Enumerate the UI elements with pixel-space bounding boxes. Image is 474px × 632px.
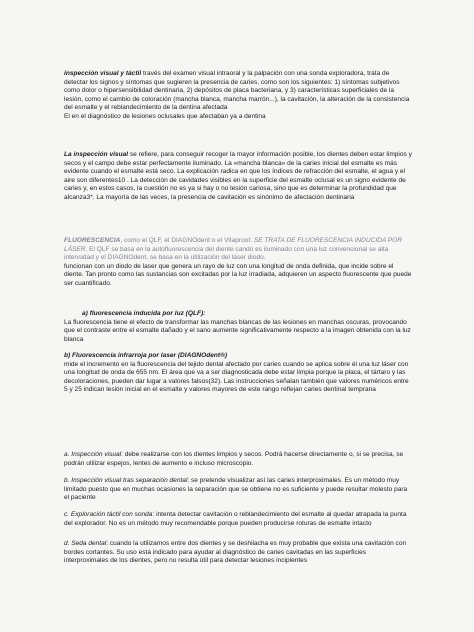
qlf-text: La fluorescencia tiene el efecto de transformar las manchas blancas de las lesiones en manchas oscuras, provocando que el contraste entre el esmalte dañado y el sano aumente significativamente respecto a la imagen obtenida con la luz blanca bbox=[64, 318, 411, 343]
list-item-separation bbox=[64, 477, 412, 503]
list-term: a. Inspección visual bbox=[64, 451, 122, 458]
qlf-heading: a) fluorescencia inducida por luz (QLF): bbox=[82, 310, 206, 317]
section-qlf bbox=[64, 310, 412, 344]
fluorescence-laser-text: funcionan con un diodo de laser que genera un rayo de luz con una longitud de onda definida, que incide sobre el diente. Tan pronto como las sustancias son excitadas por la luz irradiada, adquieren un aspecto fluorescente que puede ser cuantificado. bbox=[64, 262, 412, 287]
list-term: d. Seda dental bbox=[64, 540, 107, 547]
paragraph-visual-tactile-text: través del examen visual intraoral y la palpación con una sonda exploradora, trata de detectar los signos y síntomas que sugieren la presencia de caries, como son los siguientes: 1) síntomas subjetivos como dolor o hipersensibilidad dentinaria, 2) depósitos de placa bacteriana, y 3) características superficiales de la lesión, como el cambio de coloración (mancha blanca, mancha marrón...), la cavitación, la alteración de la consistencia del esmalte y el reblandecimiento de la dentina afectada bbox=[64, 70, 410, 111]
diagnodent-text: mide el incremento en la fluorescencia del tejido dental afectado por caries cuando se aplica sobre él una luz láser con una longitud de onda de 655 nm. El área que va a ser diagnosticada debe estar limpia porque la placa, el tártaro y las decoloraciones, pueden dar lugar a valores falsos(32). Las instrucciones señalan también que valores numéricos entre 5 y 25 indican lesión inicial en el esmalte y valores mayores de este rango reflejan caries dentinal temprana bbox=[64, 360, 409, 393]
term-visual-inspection: La inspección visual bbox=[64, 151, 129, 158]
term-fluorescence: FLUORESCENCIA bbox=[64, 237, 121, 244]
fluorescence-description: . El QLF se basa en la autofluorescencia del diente cando es iluminado con una luz convencional se alta intensidad y el DIAGNOdent, se basa en la utilización del láser diodo. bbox=[64, 245, 389, 261]
list-text: : debe realizarse con los dientes limpios y secos. Podrá hacerse directamente o, si se precisa, se podrán utilizar espejos, lentes de aumento e incluso microscopio. bbox=[64, 451, 404, 467]
list-text: : cuando la utilizamos entre dos dientes y se deshilacha es muy probable que exista una cavitación con bordes cortantes. Su uso está indicado para ayudar al diagnóstico de caries cavitadas en las superficies interproximales de los dientes, pero no resulta útil para detectar lesiones incipientes bbox=[64, 540, 407, 564]
fluorescence-laser-heading: SE TRATA DE FLUORESCENCIA INDUCIDA POR LÁSER bbox=[64, 237, 402, 253]
list-term: b. Inspección visual tras separación dental bbox=[64, 477, 188, 484]
list-item-visual-inspection bbox=[64, 451, 412, 468]
section-diagnodent bbox=[64, 352, 412, 395]
paragraph-visual-inspection bbox=[64, 151, 412, 202]
term-visual-tactile: inspección visual y táctil bbox=[64, 70, 142, 77]
fluorescence-devices: , como el QLF, el DIAGNOdent o el Vitaproof. bbox=[120, 237, 254, 244]
paragraph-visual-tactile bbox=[64, 70, 412, 121]
paragraph-visual-inspection-text: se refiere, para conseguir recoger la mayor información posible, los dientes deben estar limpios y secos y el campo debe estar perfectamente iluminado. La «mancha blanca» de la caries inicial del esmalte es más evidente cuando el esmalte está seco. La explicación radica en que los índices de refracción del esmalte, el agua y el aire son diferentes10 . La detección de cavidades visibles en la superficie del esmalte oclusal es un signo evidente de caries y, en estos casos, la cuestión no es ya si hay o no lesión cariosa, sino que es determinar la profundidad que alcanza3*. La mayoría de las veces, la presencia de cavitación es sinónimo de afectación dentinaria bbox=[64, 151, 412, 201]
paragraph-fluorescence bbox=[64, 237, 412, 288]
list-item-probe bbox=[64, 511, 412, 528]
list-item-floss bbox=[64, 540, 412, 566]
paragraph-occlusal-line: El en el diagnóstico de lesiones oclusales que afectaban ya a dentina bbox=[64, 112, 266, 120]
list-term: c. Exploración táctil con sonda bbox=[64, 511, 153, 518]
list-text: : intenta detectar cavitación o reblandecimiento del esmalte al quedar atrapada la punta del explorador. No es un método muy recomendable porque pueden producirse roturas de esmalte intacto bbox=[64, 511, 407, 527]
list-text: : se pretende visualizar así las caries interproximales. Es un método muy limitado puesto que en muchas ocasiones la separación que se obtiene no es suficiente y puede resultar molesto para el paciente bbox=[64, 477, 408, 501]
diagnodent-heading: b) Fluorescencia infrarroja por laser (DIAGNOdent®) bbox=[64, 352, 228, 359]
